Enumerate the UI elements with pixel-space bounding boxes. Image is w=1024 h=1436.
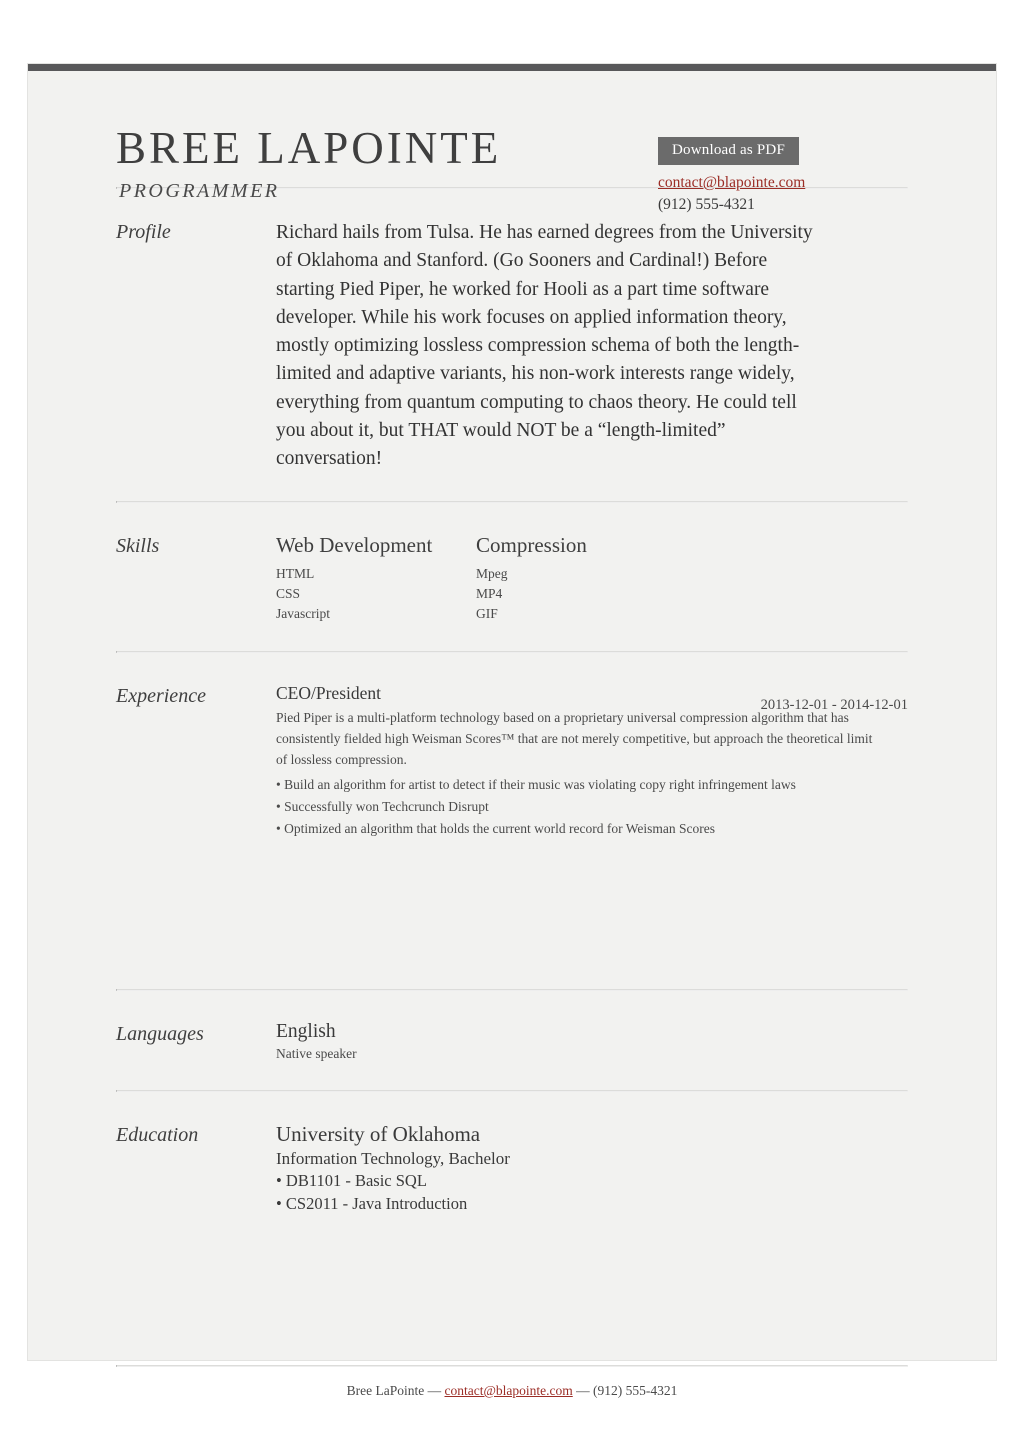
section-education bbox=[116, 1092, 908, 1365]
resume-header bbox=[116, 71, 908, 213]
skill-item: CSS bbox=[276, 585, 301, 601]
skill-group bbox=[476, 533, 676, 623]
education-course: • CS2011 - Java Introduction bbox=[276, 1193, 468, 1213]
contact-email-link[interactable]: contact@blapointe.com bbox=[658, 174, 806, 191]
education-courses bbox=[276, 1170, 908, 1215]
skill-item: Mpeg bbox=[476, 566, 508, 582]
skill-item: Javascript bbox=[276, 605, 330, 621]
candidate-name: BREE LAPOINTE bbox=[116, 123, 502, 173]
section-experience bbox=[116, 653, 908, 989]
footer-separator: — bbox=[576, 1382, 590, 1398]
footer-phone: (912) 555-4321 bbox=[593, 1382, 678, 1398]
section-body-profile bbox=[276, 219, 908, 473]
language-name: English bbox=[276, 1021, 336, 1043]
experience-description: Pied Piper is a multi-platform technology based on a proprietary universal compression algorithm that has consistently fielded high Weisman Scores™ that are not merely competitive, but approach the theoretical limit of lossless compression. bbox=[276, 710, 873, 767]
skill-group-heading: Compression bbox=[476, 533, 587, 558]
skills-columns bbox=[276, 533, 908, 623]
candidate-title: PROGRAMMER bbox=[119, 180, 280, 203]
education-school: University of Oklahoma bbox=[276, 1122, 481, 1147]
section-label-experience: Experience bbox=[116, 685, 206, 708]
profile-text: Richard hails from Tulsa. He has earned degrees from the University of Oklahoma and Stanford. (Go Sooners and Cardinal!) Before starting Pied Piper, he worked for Hooli as a part time software developer. While his work focuses on applied information theory, mostly optimizing lossless compression schema of both the length-limited and adaptive variants, his non-work interests range widely, everything from quantum computing to chaos theory. He could tell you about it, but THAT would NOT be a “length-limited” conversation! bbox=[276, 222, 813, 470]
experience-role: CEO/President bbox=[276, 683, 381, 704]
footer-email-link[interactable]: contact@blapointe.com bbox=[444, 1382, 573, 1398]
skill-item: MP4 bbox=[476, 585, 503, 601]
section-label-profile: Profile bbox=[116, 221, 171, 243]
section-body-education bbox=[276, 1122, 908, 1215]
section-body-experience bbox=[276, 683, 908, 839]
section-label-languages: Languages bbox=[116, 1023, 204, 1046]
resume-page bbox=[28, 64, 996, 1398]
skill-item: HTML bbox=[276, 566, 315, 582]
skill-group-heading: Web Development bbox=[276, 533, 433, 558]
experience-bullet: • Optimized an algorithm that holds the current world record for Weisman Scores bbox=[276, 820, 716, 836]
experience-dates: 2013-12-01 - 2014-12-01 bbox=[760, 697, 908, 714]
section-profile bbox=[116, 189, 908, 501]
footer-separator: — bbox=[427, 1382, 442, 1398]
experience-bullets bbox=[276, 774, 908, 840]
resume-content bbox=[28, 71, 996, 1399]
contact-phone: (912) 555-4321 bbox=[658, 196, 755, 213]
experience-bullet: • Successfully won Techcrunch Disrupt bbox=[276, 798, 489, 814]
download-as-pdf-button[interactable]: Download as PDF bbox=[658, 137, 799, 165]
footer-name: Bree LaPointe bbox=[346, 1382, 425, 1398]
skill-group bbox=[276, 533, 476, 623]
resume-footer bbox=[116, 1367, 908, 1399]
section-languages bbox=[116, 991, 908, 1090]
education-degree: Information Technology, Bachelor bbox=[276, 1149, 510, 1169]
language-level: Native speaker bbox=[276, 1046, 357, 1062]
section-body-skills bbox=[276, 533, 908, 623]
education-course: • DB1101 - Basic SQL bbox=[276, 1171, 427, 1191]
contact-block bbox=[658, 137, 908, 214]
section-label-skills: Skills bbox=[116, 535, 160, 558]
section-body-languages bbox=[276, 1021, 908, 1062]
skill-item: GIF bbox=[476, 605, 498, 621]
experience-bullet: • Build an algorithm for artist to detect if their music was violating copy right infringement laws bbox=[276, 776, 796, 792]
section-label-education: Education bbox=[116, 1124, 199, 1147]
section-skills bbox=[116, 503, 908, 651]
